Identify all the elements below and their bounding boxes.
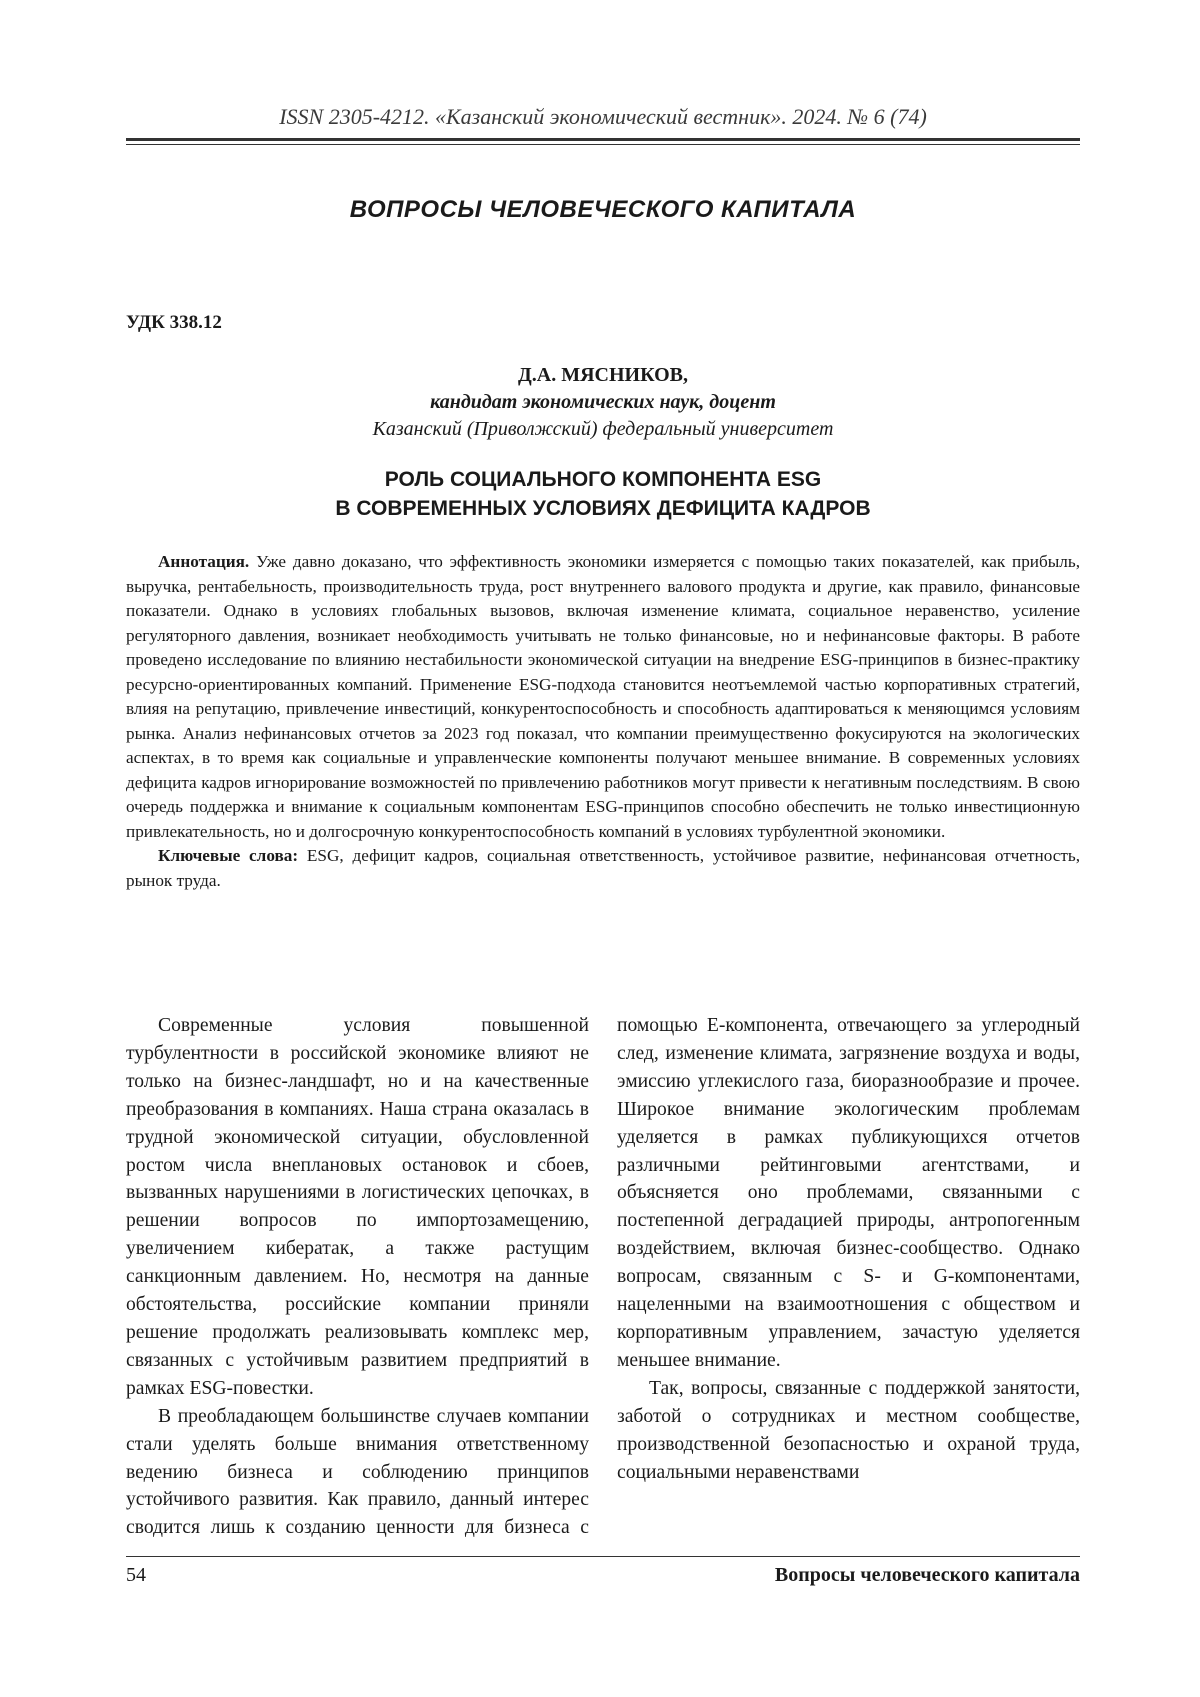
abstract-block: [126, 550, 1080, 893]
header-rule-thin: [126, 144, 1080, 145]
keywords-label: Ключевые слова:: [158, 846, 299, 865]
abstract-label: Аннотация.: [158, 552, 250, 571]
footer-rule: [126, 1556, 1080, 1557]
author-affiliation: Казанский (Приволжский) федеральный университет: [372, 418, 834, 440]
body-paragraph-2: В преобладающем большинстве случаев компании стали уделять больше внимания ответственному ведению бизнеса и соблюдению принципов устойчивого развития. Как правило, данный интерес сводится лишь к созданию ценности для бизнеса с помощью E-компонента, отвечающего за углеродный след, изменение климата, загрязнение воздуха и воды, эмиссию углекислого газа, биоразнообразие и прочее. Широкое внимание экологическим проблемам уделяется в рамках публикующихся отчетов различными рейтинговыми агентствами, и объясняется оно проблемами, связанными с постепенной деградацией природы, антропогенным воздействием, включая бизнес-сообщество. Однако вопросам, связанным с S- и G-компонентами, нацеленными на взаимоотношения с обществом и корпоративным управлением, зачастую уделяется меньшее внимание.: [126, 1015, 1080, 1539]
keywords-text: ESG, дефицит кадров, социальная ответственность, устойчивое развитие, нефинансовая отчетность, рынок труда.: [126, 846, 1081, 890]
section-title: ВОПРОСЫ ЧЕЛОВЕЧЕСКОГО КАПИТАЛА: [349, 196, 857, 223]
running-header: ISSN 2305-4212. «Казанский экономический вестник». 2024. № 6 (74): [279, 104, 927, 129]
header-rule-thick: [126, 138, 1080, 141]
author-block: [126, 362, 1080, 443]
footer-section-title: Вопросы человеческого капитала: [774, 1564, 1080, 1586]
article-title: [126, 465, 1080, 523]
article-title-line-1: РОЛЬ СОЦИАЛЬНОГО КОМПОНЕНТА ESG: [384, 468, 822, 491]
keywords-paragraph: [126, 844, 1080, 893]
abstract-text: Уже давно доказано, что эффективность экономики измеряется с помощью таких показателей, как прибыль, выручка, рентабельность, производительность труда, рост внутреннего валового продукта и другие, как правило, финансовые показатели. Однако в условиях глобальных вызовов, включая изменение климата, социальное неравенство, усиление регуляторного давления, возникает необходимость учитывать не только финансовые, но и нефинансовые факторы. В работе проведено исследование по влиянию нестабильности экономической ситуации на внедрение ESG-принципов в бизнес-практику ресурсно-ориентированных компаний. Применение ESG-подхода становится неотъемлемой частью корпоративных стратегий, влияя на репутацию, привлечение инвестиций, конкурентоспособность и способность адаптироваться к меняющимся условиям рынка. Анализ нефинансовых отчетов за 2023 год показал, что компании преимущественно фокусируются на экологических аспектах, в то время как социальные и управленческие компоненты получают меньшее внимание. В современных условиях дефицита кадров игнорирование возможностей по привлечению работников могут привести к негативным последствиям. В свою очередь поддержка и внимание к социальным компонентам ESG-принципов способно обеспечить не только инвестиционную привлекательность, но и долгосрочную конкурентоспособность компаний в условиях турбулентной экономики.: [126, 552, 1081, 841]
author-degree: кандидат экономических наук, доцент: [430, 391, 776, 413]
author-name: Д.А. МЯСНИКОВ,: [518, 364, 688, 386]
udk-code: УДК 338.12: [126, 312, 222, 333]
page-number: 54: [126, 1564, 146, 1586]
body-paragraph-3: Так, вопросы, связанные с поддержкой занятости, заботой о сотрудниках и местном сообществе, производственной безопасностью и охраной труда, социальными неравенствами: [617, 1377, 1080, 1483]
abstract-paragraph: [126, 550, 1080, 844]
article-title-line-2: В СОВРЕМЕННЫХ УСЛОВИЯХ ДЕФИЦИТА КАДРОВ: [335, 497, 871, 520]
body-paragraph-1: Современные условия повышенной турбулентности в российской экономике влияют не только на бизнес-ландшафт, но и на качественные преобразования в компаниях. Наша страна оказалась в трудной экономической ситуации, обусловленной ростом числа внеплановых остановок и сбоев, вызванных нарушениями в логистических цепочках, в решении вопросов по импортозамещению, увеличением кибератак, а также растущим санкционным давлением. Но, несмотря на данные обстоятельства, российские компании приняли решение продолжать реализовывать комплекс мер, связанных с устойчивым развитием предприятий в рамках ESG-повестки.: [126, 1015, 589, 1399]
body-text: [126, 1012, 1080, 1552]
